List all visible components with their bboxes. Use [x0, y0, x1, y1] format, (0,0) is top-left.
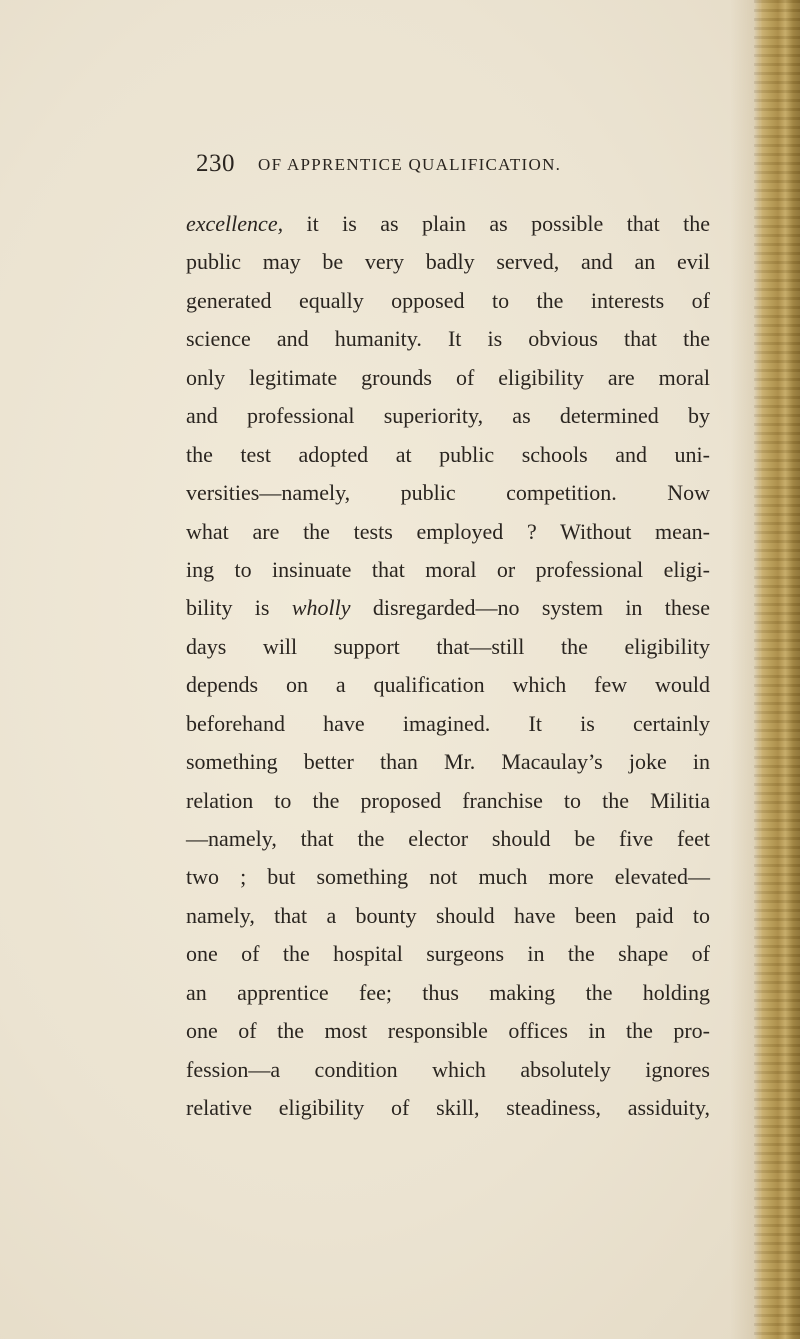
- page-header: [196, 150, 756, 180]
- text-line: [186, 935, 710, 973]
- text-segment: ing to insinuate that moral or professional eligi-: [186, 556, 710, 582]
- text-segment: and professional superiority, as determined by: [186, 403, 710, 429]
- text-segment: depends on a qualification which few would: [186, 672, 710, 698]
- text-line: [186, 243, 710, 281]
- text-line: [186, 628, 710, 666]
- text-line: [186, 359, 710, 397]
- text-segment: the test adopted at public schools and uni-: [186, 441, 710, 467]
- page-edge-binding: [754, 0, 800, 1339]
- text-line: [186, 705, 710, 743]
- text-segment: one of the hospital surgeons in the shape of: [186, 941, 710, 967]
- body-text: [186, 205, 710, 1128]
- text-line: [186, 513, 710, 551]
- text-segment: bility is: [186, 595, 292, 621]
- text-line: [186, 1089, 710, 1127]
- text-segment: science and humanity. It is obvious that the: [186, 326, 710, 352]
- text-line: [186, 897, 710, 935]
- text-segment: beforehand have imagined. It is certainly: [186, 710, 710, 736]
- text-line: [186, 474, 710, 512]
- text-segment: one of the most responsible offices in the pro-: [186, 1018, 710, 1044]
- text-segment: —namely, that the elector should be five feet: [186, 826, 710, 851]
- text-segment: namely, that a bounty should have been paid to: [186, 902, 710, 928]
- text-line: [186, 820, 710, 858]
- text-segment: an apprentice fee; thus making the holding: [186, 979, 710, 1005]
- text-segment: fession—a condition which absolutely ignores: [186, 1056, 710, 1082]
- text-segment: disregarded—no system in these: [350, 595, 710, 621]
- text-segment: relative eligibility of skill, steadiness, assiduity,: [186, 1095, 710, 1121]
- text-line: [186, 1051, 710, 1089]
- text-line: [186, 858, 710, 896]
- text-line: [186, 666, 710, 704]
- text-line: [186, 589, 710, 627]
- text-segment: days will support that—still the eligibility: [186, 633, 710, 659]
- text-line: [186, 397, 710, 435]
- text-segment: public may be very badly served, and an evil: [186, 249, 710, 275]
- text-segment: only legitimate grounds of eligibility are moral: [186, 364, 710, 390]
- text-line: [186, 282, 710, 320]
- emphasized-word: excellence,: [186, 211, 284, 236]
- text-segment: versities—namely, public competition. Now: [186, 480, 710, 506]
- text-line: [186, 1012, 710, 1050]
- running-head: OF APPRENTICE QUALIFICATION.: [258, 155, 562, 174]
- text-segment: two ; but something not much more elevated—: [186, 864, 710, 890]
- text-line: [186, 782, 710, 820]
- text-line: [186, 320, 710, 358]
- text-line: [186, 551, 710, 589]
- page-number: 230: [196, 150, 235, 177]
- text-line: [186, 205, 710, 243]
- text-line: [186, 974, 710, 1012]
- text-segment: relation to the proposed franchise to the Militia: [186, 787, 710, 813]
- text-line: [186, 436, 710, 474]
- text-segment: it is as plain as possible that the: [283, 211, 710, 236]
- emphasized-word: wholly: [291, 595, 351, 621]
- text-segment: something better than Mr. Macaulay’s joke in: [186, 749, 710, 775]
- text-segment: generated equally opposed to the interests of: [186, 287, 710, 313]
- text-segment: what are the tests employed ? Without mean-: [186, 518, 710, 544]
- text-line: [186, 743, 710, 781]
